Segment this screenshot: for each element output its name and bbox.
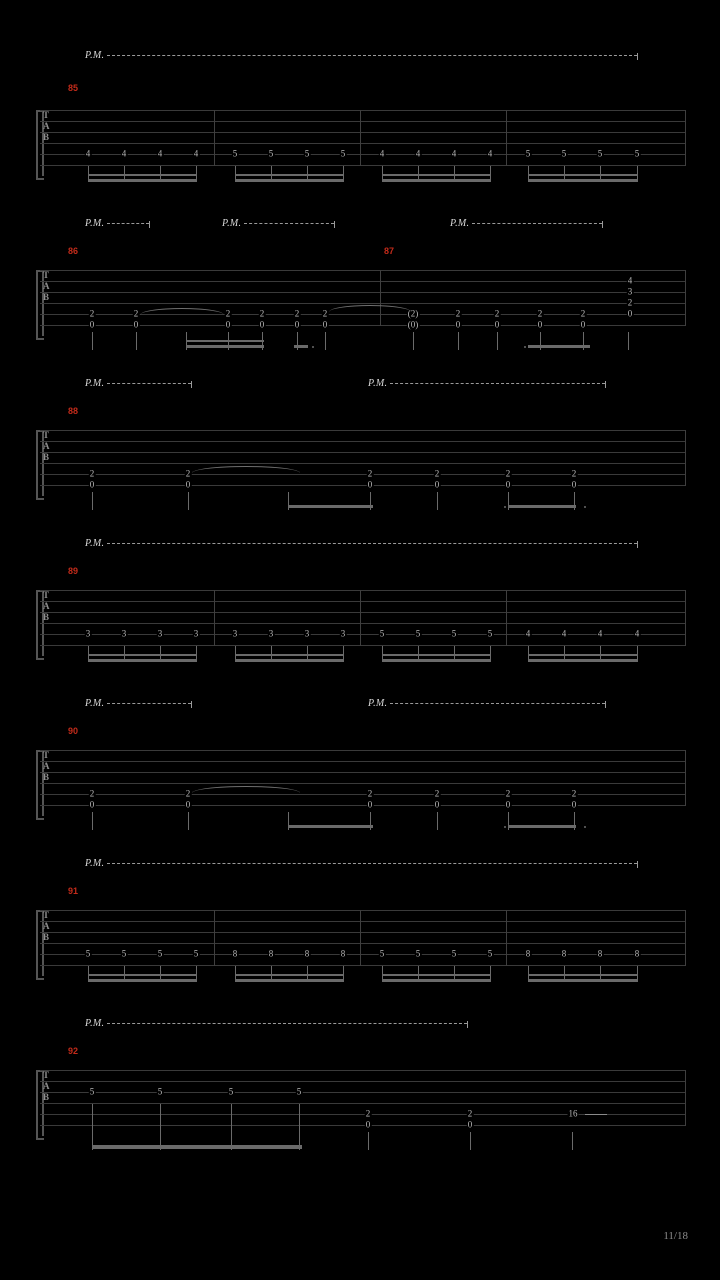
barline: [506, 910, 507, 966]
note: 0: [89, 799, 95, 810]
palm-mute-annotation: [85, 50, 638, 61]
note: 0: [367, 479, 373, 490]
measure-number: 90: [68, 726, 79, 736]
measure-number: 86: [68, 246, 79, 256]
barline: [214, 590, 215, 646]
note: 5: [304, 148, 310, 159]
tab-staff: [40, 910, 685, 976]
note: 3: [193, 628, 199, 639]
palm-mute-label: P.M.: [368, 378, 388, 389]
note: 2: [133, 308, 139, 319]
note: 4: [561, 628, 567, 639]
note: 2: [537, 308, 543, 319]
note: 0: [225, 319, 231, 330]
note: 4: [379, 148, 385, 159]
note: 0: [580, 319, 586, 330]
note: 2: [571, 468, 577, 479]
note: 0: [571, 799, 577, 810]
note: 0: [367, 799, 373, 810]
tab-staff: [40, 430, 685, 496]
note: 0: [322, 319, 328, 330]
tab-clef: T A B: [43, 750, 50, 782]
palm-mute-annotation: [85, 538, 638, 549]
note: 0: [537, 319, 543, 330]
note: 5: [634, 148, 640, 159]
note: 5: [340, 148, 346, 159]
note: 5: [487, 628, 493, 639]
tab-clef: T A B: [43, 430, 50, 462]
tab-clef: T A B: [43, 910, 50, 942]
note: 2: [294, 308, 300, 319]
note: 8: [561, 948, 567, 959]
note: 5: [296, 1086, 302, 1097]
palm-mute-annotation: [368, 378, 606, 389]
tab-staff: [40, 1070, 685, 1136]
note: 8: [304, 948, 310, 959]
note: 0: [505, 479, 511, 490]
note: 2: [365, 1108, 371, 1119]
note: 2: [322, 308, 328, 319]
note: 0: [467, 1119, 473, 1130]
note: 4: [451, 148, 457, 159]
palm-mute-label: P.M.: [85, 378, 105, 389]
note: 5: [121, 948, 127, 959]
note: 3: [268, 628, 274, 639]
palm-mute-dash: [107, 55, 637, 56]
note: 2: [580, 308, 586, 319]
note: 2: [467, 1108, 473, 1119]
note: 4: [627, 275, 633, 286]
note: 4: [193, 148, 199, 159]
note: (0): [407, 319, 419, 330]
note: 2: [185, 788, 191, 799]
note: 0: [259, 319, 265, 330]
palm-mute-label: P.M.: [85, 858, 105, 869]
note: 3: [627, 286, 633, 297]
note: 5: [415, 628, 421, 639]
tie: [192, 466, 300, 473]
tie: [329, 305, 411, 312]
note: 0: [365, 1119, 371, 1130]
note: 2: [367, 788, 373, 799]
note: 0: [434, 799, 440, 810]
palm-mute-label: P.M.: [368, 698, 388, 709]
note: 3: [85, 628, 91, 639]
note: 2: [89, 468, 95, 479]
note: 2: [505, 788, 511, 799]
measure-number: 87: [384, 246, 395, 256]
measure-number: 85: [68, 83, 79, 93]
barline: [685, 110, 686, 166]
palm-mute-annotation: [85, 218, 150, 229]
note: 5: [232, 148, 238, 159]
note: 0: [505, 799, 511, 810]
note: 3: [232, 628, 238, 639]
barline: [360, 590, 361, 646]
note: 8: [525, 948, 531, 959]
note: 2: [627, 297, 633, 308]
note: 2: [367, 468, 373, 479]
palm-mute-label: P.M.: [85, 218, 105, 229]
note: 5: [487, 948, 493, 959]
note: 2: [505, 468, 511, 479]
palm-mute-annotation: [85, 1018, 468, 1029]
barline: [214, 110, 215, 166]
note: 5: [268, 148, 274, 159]
barline: [685, 430, 686, 486]
measure-number: 89: [68, 566, 79, 576]
note: 5: [415, 948, 421, 959]
note: (2): [407, 308, 419, 319]
palm-mute-label: P.M.: [85, 698, 105, 709]
page-number: 11/18: [663, 1230, 688, 1242]
tie: [192, 786, 300, 793]
note: 8: [232, 948, 238, 959]
tab-staff: [40, 110, 685, 176]
barline: [685, 590, 686, 646]
barline: [360, 110, 361, 166]
note: 2: [571, 788, 577, 799]
slide-line: [585, 1114, 607, 1115]
tie: [140, 308, 224, 315]
note: 5: [451, 628, 457, 639]
note: 4: [85, 148, 91, 159]
barline: [214, 910, 215, 966]
palm-mute-annotation: [222, 218, 335, 229]
note: 8: [340, 948, 346, 959]
palm-mute-end: [637, 53, 638, 60]
note: 4: [157, 148, 163, 159]
note: 5: [561, 148, 567, 159]
note: 5: [85, 948, 91, 959]
tab-clef: T A B: [43, 110, 50, 142]
note: 2: [494, 308, 500, 319]
note: 0: [185, 479, 191, 490]
note: 2: [225, 308, 231, 319]
tab-clef: T A B: [43, 1070, 50, 1102]
palm-mute-label: P.M.: [450, 218, 470, 229]
barline: [506, 590, 507, 646]
note: 0: [294, 319, 300, 330]
palm-mute-annotation: [85, 698, 192, 709]
measure-number: 91: [68, 886, 79, 896]
palm-mute-annotation: [85, 858, 638, 869]
tab-staff: [40, 590, 685, 656]
tab-clef: T A B: [43, 270, 50, 302]
note: 5: [525, 148, 531, 159]
note: 5: [157, 1086, 163, 1097]
note: 4: [487, 148, 493, 159]
note: 0: [89, 319, 95, 330]
note: 4: [525, 628, 531, 639]
palm-mute-annotation: [368, 698, 606, 709]
note: 0: [571, 479, 577, 490]
note: 5: [193, 948, 199, 959]
barline: [360, 910, 361, 966]
note: 2: [259, 308, 265, 319]
tab-clef: T A B: [43, 590, 50, 622]
barline: [685, 1070, 686, 1126]
note: 2: [185, 468, 191, 479]
palm-mute-label: P.M.: [222, 218, 242, 229]
barline: [685, 270, 686, 326]
note: 8: [634, 948, 640, 959]
note: 5: [379, 628, 385, 639]
note: 0: [434, 479, 440, 490]
palm-mute-label: P.M.: [85, 538, 105, 549]
note: 5: [228, 1086, 234, 1097]
note: 5: [89, 1086, 95, 1097]
note: 0: [627, 308, 633, 319]
palm-mute-annotation: [450, 218, 603, 229]
note: 4: [121, 148, 127, 159]
note: 0: [133, 319, 139, 330]
note: 8: [268, 948, 274, 959]
note: 5: [451, 948, 457, 959]
palm-mute-label: P.M.: [85, 1018, 105, 1029]
note: 8: [597, 948, 603, 959]
note: 4: [597, 628, 603, 639]
note: 4: [415, 148, 421, 159]
palm-mute-annotation: [85, 378, 192, 389]
note: 3: [157, 628, 163, 639]
tab-staff: [40, 750, 685, 816]
note: 3: [304, 628, 310, 639]
measure-number: 88: [68, 406, 79, 416]
palm-mute-label: P.M.: [85, 50, 105, 61]
note: 5: [597, 148, 603, 159]
note: 5: [379, 948, 385, 959]
note: 5: [157, 948, 163, 959]
note: 3: [121, 628, 127, 639]
note: 2: [89, 308, 95, 319]
measure-number: 92: [68, 1046, 79, 1056]
note: 0: [455, 319, 461, 330]
barline: [685, 750, 686, 806]
note: 2: [89, 788, 95, 799]
note: 0: [89, 479, 95, 490]
note: 2: [455, 308, 461, 319]
barline: [685, 910, 686, 966]
barline: [506, 110, 507, 166]
note: 4: [634, 628, 640, 639]
note: 16: [568, 1108, 578, 1119]
note: 2: [434, 788, 440, 799]
barline: [380, 270, 381, 326]
note: 2: [434, 468, 440, 479]
note: 0: [494, 319, 500, 330]
note: 3: [340, 628, 346, 639]
note: 0: [185, 799, 191, 810]
